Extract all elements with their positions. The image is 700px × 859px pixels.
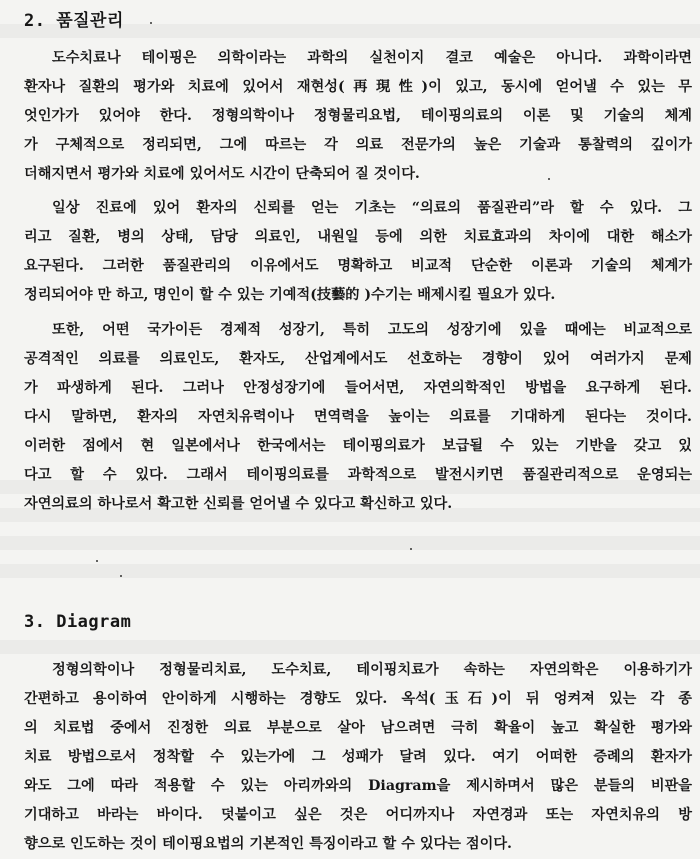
scan-speck — [150, 22, 152, 24]
text-line: 치료 방법으로서 정착할 수 있는가에 그 성패가 달려 있다. 여기 어떠한 증례의 환자가 — [24, 749, 692, 765]
text-line: 일상 진료에 있어 환자의 신뢰를 얻는 기초는 “의료의 품질관리”라 할 수 있다. 그 — [52, 200, 692, 216]
scan-speck — [410, 548, 412, 550]
text-line: 환자나 질환의 평가와 치료에 있어서 재현성(再現性)이 있고, 동시에 얻어낼 수 있는 무 — [24, 79, 692, 95]
text-line: 다시 말하면, 환자의 자연치유력이나 면역력을 높이는 의료를 기대하게 된다는 것이다. — [24, 409, 692, 425]
paragraph — [24, 194, 692, 310]
text-line: 요구된다. 그러한 품질관리의 이유에서도 명확하고 비교적 단순한 이론과 기술의 체계가 — [24, 258, 692, 274]
text-line: 리고 질환, 병의 상태, 담당 의료인, 내원일 등에 의한 치료효과의 차이에 대한 해소가 — [24, 229, 692, 245]
text-line: 엇인가가 있어야 한다. 정형의학이나 정형물리요법, 테이핑의료의 이론 및 기술의 체계 — [24, 108, 692, 124]
text-line: 기대하고 바라는 바이다. 덧붙이고 싶은 것은 어디까지나 자연경과 또는 자연치유의 방 — [24, 807, 692, 823]
text-line: 더해지면서 평가와 치료에 있어서도 시간이 단축되어 질 것이다. — [24, 166, 420, 182]
scan-bleed — [0, 640, 700, 654]
scan-bleed — [0, 564, 700, 578]
text-line: 정리되어야 만 하고, 명인이 할 수 있는 기예적(技藝的 )수기는 배제시킬 필요가 있다. — [24, 287, 556, 303]
section-heading-quality: 2. 품질관리 — [24, 11, 124, 31]
text-line: 정형의학이나 정형물리치료, 도수치료, 테이핑치료가 속하는 자연의학은 이용하기가 — [52, 662, 692, 678]
text-line: 자연의료의 하나로서 확고한 신뢰를 얻어낼 수 있다고 확신하고 있다. — [24, 496, 453, 512]
text-line: 또한, 어떤 국가이든 경제적 성장기, 특히 고도의 성장기에 있을 때에는 비교적으로 — [52, 322, 692, 338]
paragraph — [24, 44, 692, 189]
text-line: 가 파생하게 된다. 그러나 안정성장기에 들어서면, 자연의학적인 방법을 요구하게 된다. — [24, 380, 692, 396]
text-line: 와도 그에 따라 적용할 수 있는 아리까와의 Diagram을 제시하며서 많은 분들의 비판을 — [24, 778, 692, 794]
text-line: 향으로 인도하는 것이 테이핑요법의 기본적인 특징이라고 할 수 있다는 점이다. — [24, 836, 512, 852]
paragraph — [24, 656, 692, 859]
scan-speck — [96, 560, 98, 562]
text-line: 가 구체적으로 정리되면, 그에 따르는 각 의료 전문가의 높은 기술과 통찰력의 깊이가 — [24, 137, 692, 153]
text-line: 공격적인 의료를 의료인도, 환자도, 산업계에서도 선호하는 경향이 있어 여러가지 문제 — [24, 351, 692, 367]
text-line: 다고 할 수 있다. 그래서 테이핑의료를 과학적으로 발전시키면 품질관리적으로 운영되는 — [24, 467, 692, 483]
scan-speck — [120, 575, 122, 577]
text-line: 간편하고 용이하여 안이하게 시행하는 경향도 있다. 옥석(玉石)이 뒤 엉켜져 있는 각 종 — [24, 691, 692, 707]
text-line: 도수치료나 테이핑은 의학이라는 과학의 실천이지 결코 예술은 아니다. 과학이라면 — [52, 50, 692, 66]
section-heading-diagram: 3. Diagram — [24, 612, 132, 632]
paragraph — [24, 316, 692, 519]
text-line: 의 치료법 중에서 진정한 의료 부분으로 살아 남으려면 극히 확율이 높고 확실한 평가와 — [24, 720, 692, 736]
scan-speck — [548, 178, 550, 180]
scan-bleed — [0, 536, 700, 550]
text-line: 이러한 점에서 현 일본에서나 한국에서는 테이핑의료가 보급될 수 있는 기반을 갖고 있 — [24, 438, 692, 454]
